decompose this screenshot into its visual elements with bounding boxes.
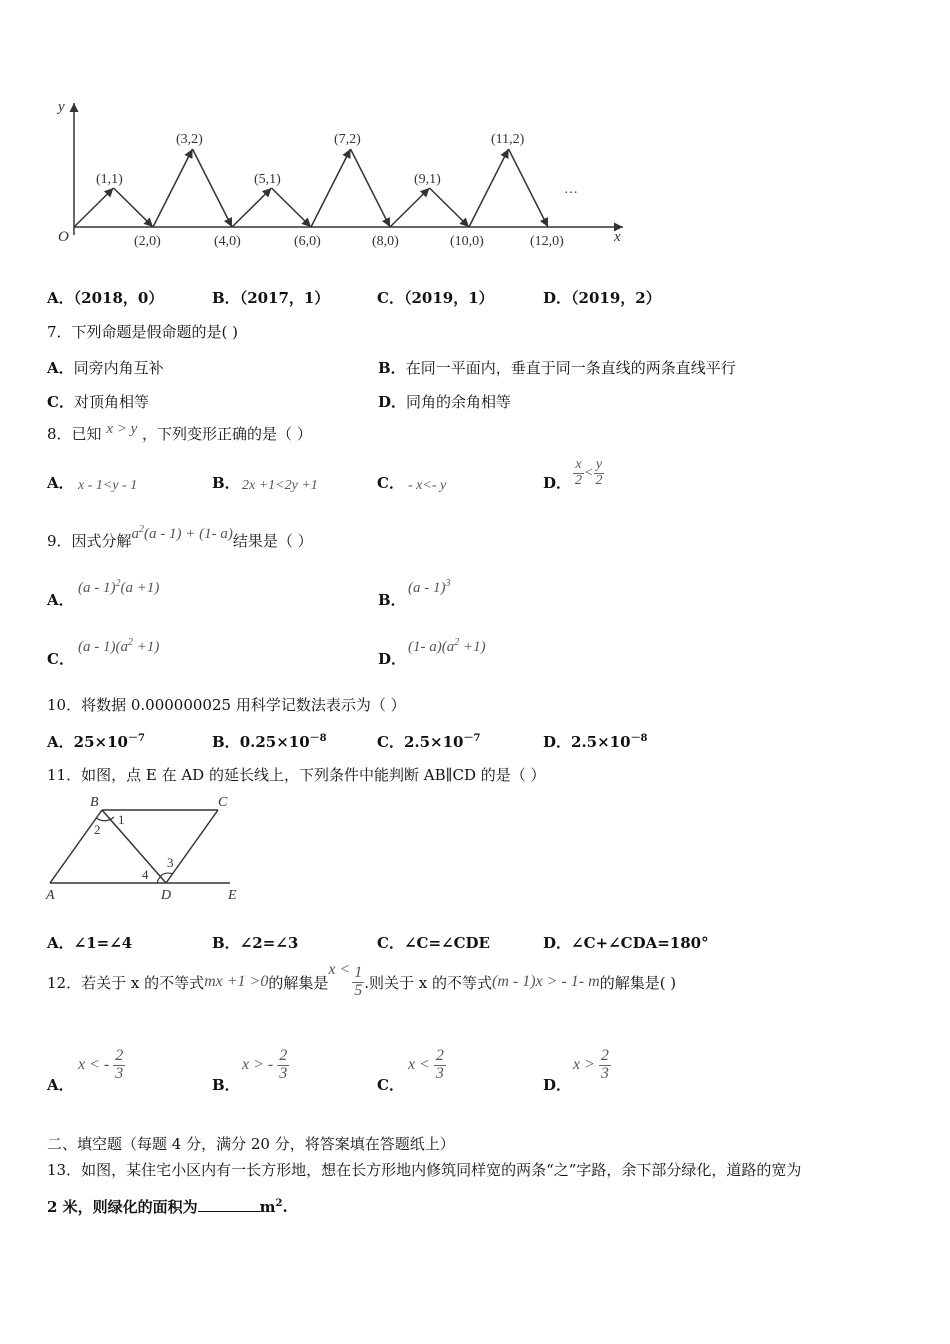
stem-text: 的解集是( ) [599,973,677,992]
operator: < [584,465,594,481]
q8-option-c-math: - x<- y [408,478,447,493]
q12-option-d[interactable]: D． [543,1076,572,1094]
q9-option-d[interactable] [378,648,406,669]
line-ab [50,810,102,883]
y-axis-label: y [58,99,65,115]
option-letter: B． [378,359,406,377]
point-label: E [228,888,237,903]
angle-label: 2 [94,822,101,837]
q10-option-a[interactable]: A．$25\times 10^{-7}$ [47,733,145,751]
peak-label: (5,1) [254,172,281,187]
q13-line1: 13．如图，某住宅小区内有一长方形地，想在长方形地内修筑同样宽的两条“之”字路，余下部分绿化，道路的宽为 [47,1161,802,1179]
fraction-numerator: x [575,457,582,472]
option-text: （2018，0） [73,289,164,307]
option-text: 对顶角相等 [73,393,149,411]
path-segment [153,149,193,227]
path-segment [311,149,351,227]
path-segment [193,149,233,227]
q10-option-b[interactable]: B．$0.25\times 10^{-8}$ [212,733,327,751]
q9-stem [47,524,313,551]
option-letter: A． [47,591,74,609]
q7-option-c[interactable] [47,391,149,412]
path-segment [430,188,470,227]
q12-option-c-math: x < $\frac{2}{3}$ [408,1047,444,1082]
stem-text: 9．因式分解 [47,532,132,550]
point-label: C [218,795,228,810]
q8-option-d[interactable] [543,472,571,493]
stem-text: .则关于 x 的不等式 [364,973,493,992]
q6-option-b[interactable] [212,287,329,308]
option-letter: A． [47,289,74,307]
stem-math: x > y [106,421,138,437]
ellipsis: … [564,182,578,197]
axis-point-label: (12,0) [530,234,564,249]
q8-option-d-math [573,458,604,488]
point-label: B [90,795,99,810]
peak-label: (11,2) [491,132,525,147]
q9-option-c-math: $(a - 1)(a^2 +1)$ [78,637,160,655]
answer-blank[interactable] [198,1199,260,1212]
q11-option-d[interactable]: D．∠C+∠CDA=180° [543,934,709,952]
fraction-numerator: y [595,457,603,472]
origin-label: O [58,229,69,245]
q7-option-d[interactable] [378,391,511,412]
stem-text: 12．若关于 x 的不等式 [47,973,205,992]
stem-text: 的解集是 [268,973,329,992]
q7-stem: 7．下列命题是假命题的是( ) [47,323,239,341]
option-text: （2019，1） [403,289,494,307]
point-label: D [161,888,172,903]
option-letter: D． [378,650,407,668]
axis-point-label: (2,0) [134,234,161,249]
q6-option-a[interactable] [47,287,163,308]
path-segment [232,188,272,227]
section-heading: 二、填空题（每题 4 分，满分 20 分，将答案填在答题纸上） [47,1135,455,1153]
angle-label: 4 [142,867,149,882]
q9-option-b-math: (a - 1)$^3$ [408,578,451,596]
option-text: （2017，1） [239,289,330,307]
q8-option-b[interactable] [212,472,240,493]
point-label: A [46,888,55,903]
q9-option-d-math: (1- $a)(a^2 +1)$ [408,637,486,655]
path-segment [74,188,114,227]
option-letter: A． [47,359,74,377]
axis-point-label: (10,0) [450,234,484,249]
q11-option-b[interactable]: B．∠2=∠3 [212,934,299,952]
q7-option-a[interactable] [47,357,164,378]
q11-stem: 11．如图，点 E 在 AD 的延长线上，下列条件中能判断 AB∥CD 的是（ ） [47,766,546,784]
x-axis-label: x [614,229,621,245]
option-text: 同旁内角互补 [73,359,164,377]
stem-text: ，下列变形正确的是（ ） [142,425,312,443]
option-letter: C． [377,474,404,492]
q9-option-a[interactable] [47,589,74,610]
q12-stem [47,961,677,1000]
q10-option-d[interactable]: D．$2.5\times 10^{-8}$ [543,733,648,751]
q12-option-a-math: x < - $\frac{2}{3}$ [78,1047,124,1082]
path-segment [351,149,391,227]
peak-label: (9,1) [414,172,441,187]
option-letter: D． [378,393,407,411]
option-text: 同角的余角相等 [406,393,512,411]
stem-math: $a^2(a - 1) + (1-$ a) [131,524,233,542]
option-letter: A． [47,474,74,492]
q12-option-b[interactable]: B． [212,1076,240,1094]
option-letter: B． [212,289,240,307]
stem-math: mx +1 >0 [204,973,269,991]
path-segment [272,188,312,227]
q7-option-b[interactable] [378,357,736,378]
path-segment [114,188,154,227]
q12-option-d-math: x > $\frac{2}{3}$ [573,1047,609,1082]
angle-label: 3 [167,855,174,870]
q9-option-b[interactable] [378,589,406,610]
option-letter: C． [377,289,404,307]
q8-option-a-math: x - 1<y - 1 [78,478,138,493]
option-letter: C． [47,650,74,668]
stem-math: x < $\frac{1}{5}$ [328,961,363,999]
path-segment [509,149,549,227]
q12-option-b-math: x > - $\frac{2}{3}$ [242,1047,288,1082]
q6-option-c[interactable] [377,287,494,308]
angle-label: 1 [118,812,125,827]
zigzag-graph [40,95,640,255]
option-letter: B． [212,474,240,492]
q12-option-a[interactable]: A． [47,1076,74,1094]
q11-figure [40,790,250,905]
q11-option-a[interactable]: A．∠1=∠4 [47,934,133,952]
axis-point-label: (4,0) [214,234,241,249]
path-segment [390,188,430,227]
stem-text: 结果是（ ） [232,532,313,550]
q9-option-c[interactable] [47,648,74,669]
fraction-denominator: 2 [575,472,582,488]
q12-option-c[interactable]: C． [377,1076,404,1094]
line-cd [166,810,218,883]
option-letter: D． [543,289,572,307]
stem-math: (m - 1)x > - 1- m [492,973,600,991]
q10-stem: 10．将数据 0.000000025 用科学记数法表示为（ ） [47,696,406,714]
q9-option-a-math: (a - 1)$^2$(a +1) [78,578,160,596]
fraction-denominator: 2 [595,472,603,488]
q13-line2: 2 米，则绿化的面积为 $m^2$. [47,1198,288,1216]
q8-stem [47,423,312,444]
axis-point-label: (8,0) [372,234,399,249]
option-letter: C． [47,393,74,411]
stem-text: 8．已知 [47,425,102,443]
peak-label: (1,1) [96,172,123,187]
q6-option-d[interactable] [543,287,661,308]
q11-option-c[interactable]: C．∠C=∠CDE [377,934,490,952]
axis-point-label: (6,0) [294,234,321,249]
q10-option-c[interactable]: C．$2.5\times 10^{-7}$ [377,733,481,751]
option-letter: D． [543,474,572,492]
option-text: 在同一平面内，垂直于同一条直线的两条直线平行 [405,359,736,377]
q8-option-a[interactable] [47,472,74,493]
peak-label: (7,2) [334,132,361,147]
q8-option-b-math: 2x +1<2y +1 [242,478,318,493]
line-bd [102,810,166,883]
path-segment [469,149,509,227]
option-letter: B． [378,591,406,609]
option-text: （2019，2） [571,289,661,307]
peak-label: (3,2) [176,132,203,147]
q8-option-c[interactable] [377,472,404,493]
